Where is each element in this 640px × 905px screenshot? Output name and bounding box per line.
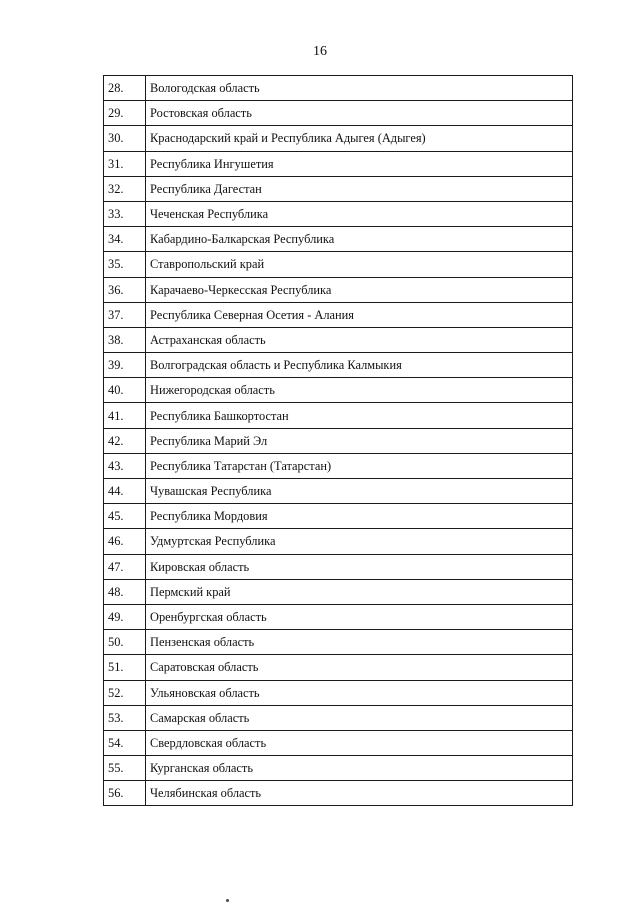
table-row bbox=[104, 756, 573, 781]
regions-table-body bbox=[104, 76, 573, 806]
table-row bbox=[104, 504, 573, 529]
row-number-cell: 48. bbox=[104, 579, 146, 604]
region-name-cell: Чеченская Республика bbox=[146, 201, 573, 226]
row-number-cell: 39. bbox=[104, 353, 146, 378]
region-name-cell: Ставропольский край bbox=[146, 252, 573, 277]
row-number-cell: 53. bbox=[104, 705, 146, 730]
table-row bbox=[104, 781, 573, 806]
table-row bbox=[104, 655, 573, 680]
region-name-cell: Карачаево-Черкесская Республика bbox=[146, 277, 573, 302]
row-number-cell: 28. bbox=[104, 76, 146, 101]
table-row bbox=[104, 529, 573, 554]
table-row bbox=[104, 126, 573, 151]
region-name-cell: Республика Марий Эл bbox=[146, 428, 573, 453]
table-row bbox=[104, 353, 573, 378]
table-row bbox=[104, 705, 573, 730]
scan-speck bbox=[226, 899, 229, 902]
region-name-cell: Оренбургская область bbox=[146, 604, 573, 629]
table-row bbox=[104, 252, 573, 277]
row-number-cell: 42. bbox=[104, 428, 146, 453]
row-number-cell: 30. bbox=[104, 126, 146, 151]
region-name-cell: Пермский край bbox=[146, 579, 573, 604]
row-number-cell: 52. bbox=[104, 680, 146, 705]
region-name-cell: Пензенская область bbox=[146, 630, 573, 655]
row-number-cell: 45. bbox=[104, 504, 146, 529]
row-number-cell: 50. bbox=[104, 630, 146, 655]
table-row bbox=[104, 604, 573, 629]
row-number-cell: 44. bbox=[104, 479, 146, 504]
row-number-cell: 46. bbox=[104, 529, 146, 554]
region-name-cell: Нижегородская область bbox=[146, 378, 573, 403]
region-name-cell: Краснодарский край и Республика Адыгея (Адыгея) bbox=[146, 126, 573, 151]
region-name-cell: Республика Башкортостан bbox=[146, 403, 573, 428]
row-number-cell: 32. bbox=[104, 176, 146, 201]
row-number-cell: 31. bbox=[104, 151, 146, 176]
table-row bbox=[104, 378, 573, 403]
row-number-cell: 55. bbox=[104, 756, 146, 781]
row-number-cell: 43. bbox=[104, 453, 146, 478]
table-row bbox=[104, 479, 573, 504]
region-name-cell: Республика Татарстан (Татарстан) bbox=[146, 453, 573, 478]
row-number-cell: 51. bbox=[104, 655, 146, 680]
row-number-cell: 47. bbox=[104, 554, 146, 579]
region-name-cell: Кировская область bbox=[146, 554, 573, 579]
row-number-cell: 37. bbox=[104, 302, 146, 327]
region-name-cell: Республика Мордовия bbox=[146, 504, 573, 529]
region-name-cell: Свердловская область bbox=[146, 730, 573, 755]
table-row bbox=[104, 453, 573, 478]
region-name-cell: Республика Дагестан bbox=[146, 176, 573, 201]
region-name-cell: Курганская область bbox=[146, 756, 573, 781]
table-row bbox=[104, 176, 573, 201]
table-row bbox=[104, 680, 573, 705]
table-row bbox=[104, 151, 573, 176]
table-row bbox=[104, 730, 573, 755]
row-number-cell: 41. bbox=[104, 403, 146, 428]
region-name-cell: Республика Ингушетия bbox=[146, 151, 573, 176]
regions-table bbox=[103, 75, 573, 806]
row-number-cell: 34. bbox=[104, 227, 146, 252]
table-row bbox=[104, 201, 573, 226]
table-row bbox=[104, 579, 573, 604]
row-number-cell: 36. bbox=[104, 277, 146, 302]
region-name-cell: Волгоградская область и Республика Калмыкия bbox=[146, 353, 573, 378]
table-row bbox=[104, 327, 573, 352]
row-number-cell: 49. bbox=[104, 604, 146, 629]
row-number-cell: 33. bbox=[104, 201, 146, 226]
row-number-cell: 40. bbox=[104, 378, 146, 403]
table-row bbox=[104, 76, 573, 101]
region-name-cell: Самарская область bbox=[146, 705, 573, 730]
table-row bbox=[104, 554, 573, 579]
table-row bbox=[104, 227, 573, 252]
row-number-cell: 35. bbox=[104, 252, 146, 277]
row-number-cell: 56. bbox=[104, 781, 146, 806]
region-name-cell: Вологодская область bbox=[146, 76, 573, 101]
table-row bbox=[104, 428, 573, 453]
table-row bbox=[104, 302, 573, 327]
row-number-cell: 54. bbox=[104, 730, 146, 755]
region-name-cell: Челябинская область bbox=[146, 781, 573, 806]
region-name-cell: Удмуртская Республика bbox=[146, 529, 573, 554]
region-name-cell: Ульяновская область bbox=[146, 680, 573, 705]
table-row bbox=[104, 403, 573, 428]
page-number: 16 bbox=[313, 44, 327, 59]
region-name-cell: Республика Северная Осетия - Алания bbox=[146, 302, 573, 327]
table-row bbox=[104, 101, 573, 126]
table-row bbox=[104, 630, 573, 655]
row-number-cell: 29. bbox=[104, 101, 146, 126]
region-name-cell: Астраханская область bbox=[146, 327, 573, 352]
region-name-cell: Саратовская область bbox=[146, 655, 573, 680]
region-name-cell: Ростовская область bbox=[146, 101, 573, 126]
region-name-cell: Чувашская Республика bbox=[146, 479, 573, 504]
row-number-cell: 38. bbox=[104, 327, 146, 352]
region-name-cell: Кабардино-Балкарская Республика bbox=[146, 227, 573, 252]
table-row bbox=[104, 277, 573, 302]
